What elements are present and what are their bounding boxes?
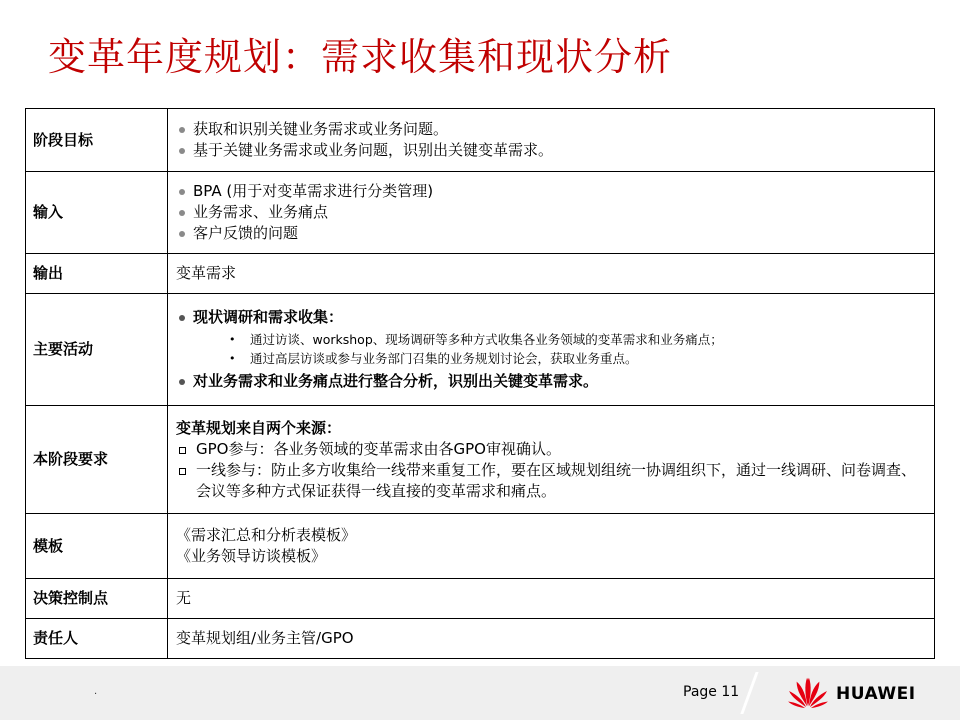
table-row-input — [26, 172, 935, 254]
square-bullet-list — [176, 439, 928, 502]
huawei-flower-logo-icon — [786, 674, 830, 710]
table-row-template — [26, 514, 935, 579]
table-row-activities — [26, 294, 935, 406]
requirements-heading: 变革规划来自两个来源： — [176, 418, 342, 437]
sub-bullet-list — [193, 330, 928, 368]
row-label: 阶段目标 — [26, 109, 168, 172]
row-content — [168, 294, 935, 406]
list-item: 客户反馈的问题 — [176, 223, 928, 244]
row-content — [168, 406, 935, 514]
list-item: 获取和识别关键业务需求或业务问题。 — [176, 119, 928, 140]
row-content: 无 — [168, 579, 935, 619]
row-content — [168, 514, 935, 579]
template-item: 《业务领导访谈模板》 — [176, 547, 327, 565]
template-item: 《需求汇总和分析表模板》 — [176, 526, 357, 544]
page-title: 变革年度规划：需求收集和现状分析 — [48, 35, 673, 79]
row-content: 变革需求 — [168, 254, 935, 294]
row-label: 本阶段要求 — [26, 406, 168, 514]
activity-heading: 现状调研和需求收集： — [193, 308, 344, 326]
row-label: 责任人 — [26, 619, 168, 659]
brand-name: HUAWEI — [836, 684, 916, 704]
list-item: BPA (用于对变革需求进行分类管理) — [176, 181, 928, 202]
bullet-list — [176, 181, 928, 244]
list-item-bold: 对业务需求和业务痛点进行整合分析，识别出关键变革需求。 — [176, 371, 928, 392]
row-content — [168, 172, 935, 254]
bullet-list — [176, 307, 928, 392]
row-label: 输出 — [26, 254, 168, 294]
row-label: 输入 — [26, 172, 168, 254]
list-item-bold — [176, 307, 928, 368]
table-row-owner — [26, 619, 935, 659]
table-row-goal — [26, 109, 935, 172]
list-item: 一线参与：防止多方收集给一线带来重复工作，要在区域规划组统一协调组织下，通过一线调研、问卷调查、会议等多种方式保证获得一线直接的变革需求和痛点。 — [176, 460, 928, 502]
footer-dot: . — [94, 686, 98, 697]
list-item: 基于关键业务需求或业务问题，识别出关键变革需求。 — [176, 140, 928, 161]
list-item: GPO参与：各业务领域的变革需求由各GPO审视确认。 — [176, 439, 928, 460]
list-item: 业务需求、业务痛点 — [176, 202, 928, 223]
row-label: 模板 — [26, 514, 168, 579]
row-content: 变革规划组/业务主管/GPO — [168, 619, 935, 659]
table-row-output — [26, 254, 935, 294]
page-number: Page 11 — [683, 684, 740, 700]
row-label: 主要活动 — [26, 294, 168, 406]
sub-list-item: • 通过访谈、workshop、现场调研等多种方式收集各业务领域的变革需求和业务痛点； — [193, 330, 928, 349]
table-row-requirements — [26, 406, 935, 514]
sub-list-item: • 通过高层访谈或参与业务部门召集的业务规划讨论会，获取业务重点。 — [193, 349, 928, 368]
row-label: 决策控制点 — [26, 579, 168, 619]
table-row-decision — [26, 579, 935, 619]
bullet-list — [176, 119, 928, 161]
row-content — [168, 109, 935, 172]
stage-table — [25, 108, 935, 659]
